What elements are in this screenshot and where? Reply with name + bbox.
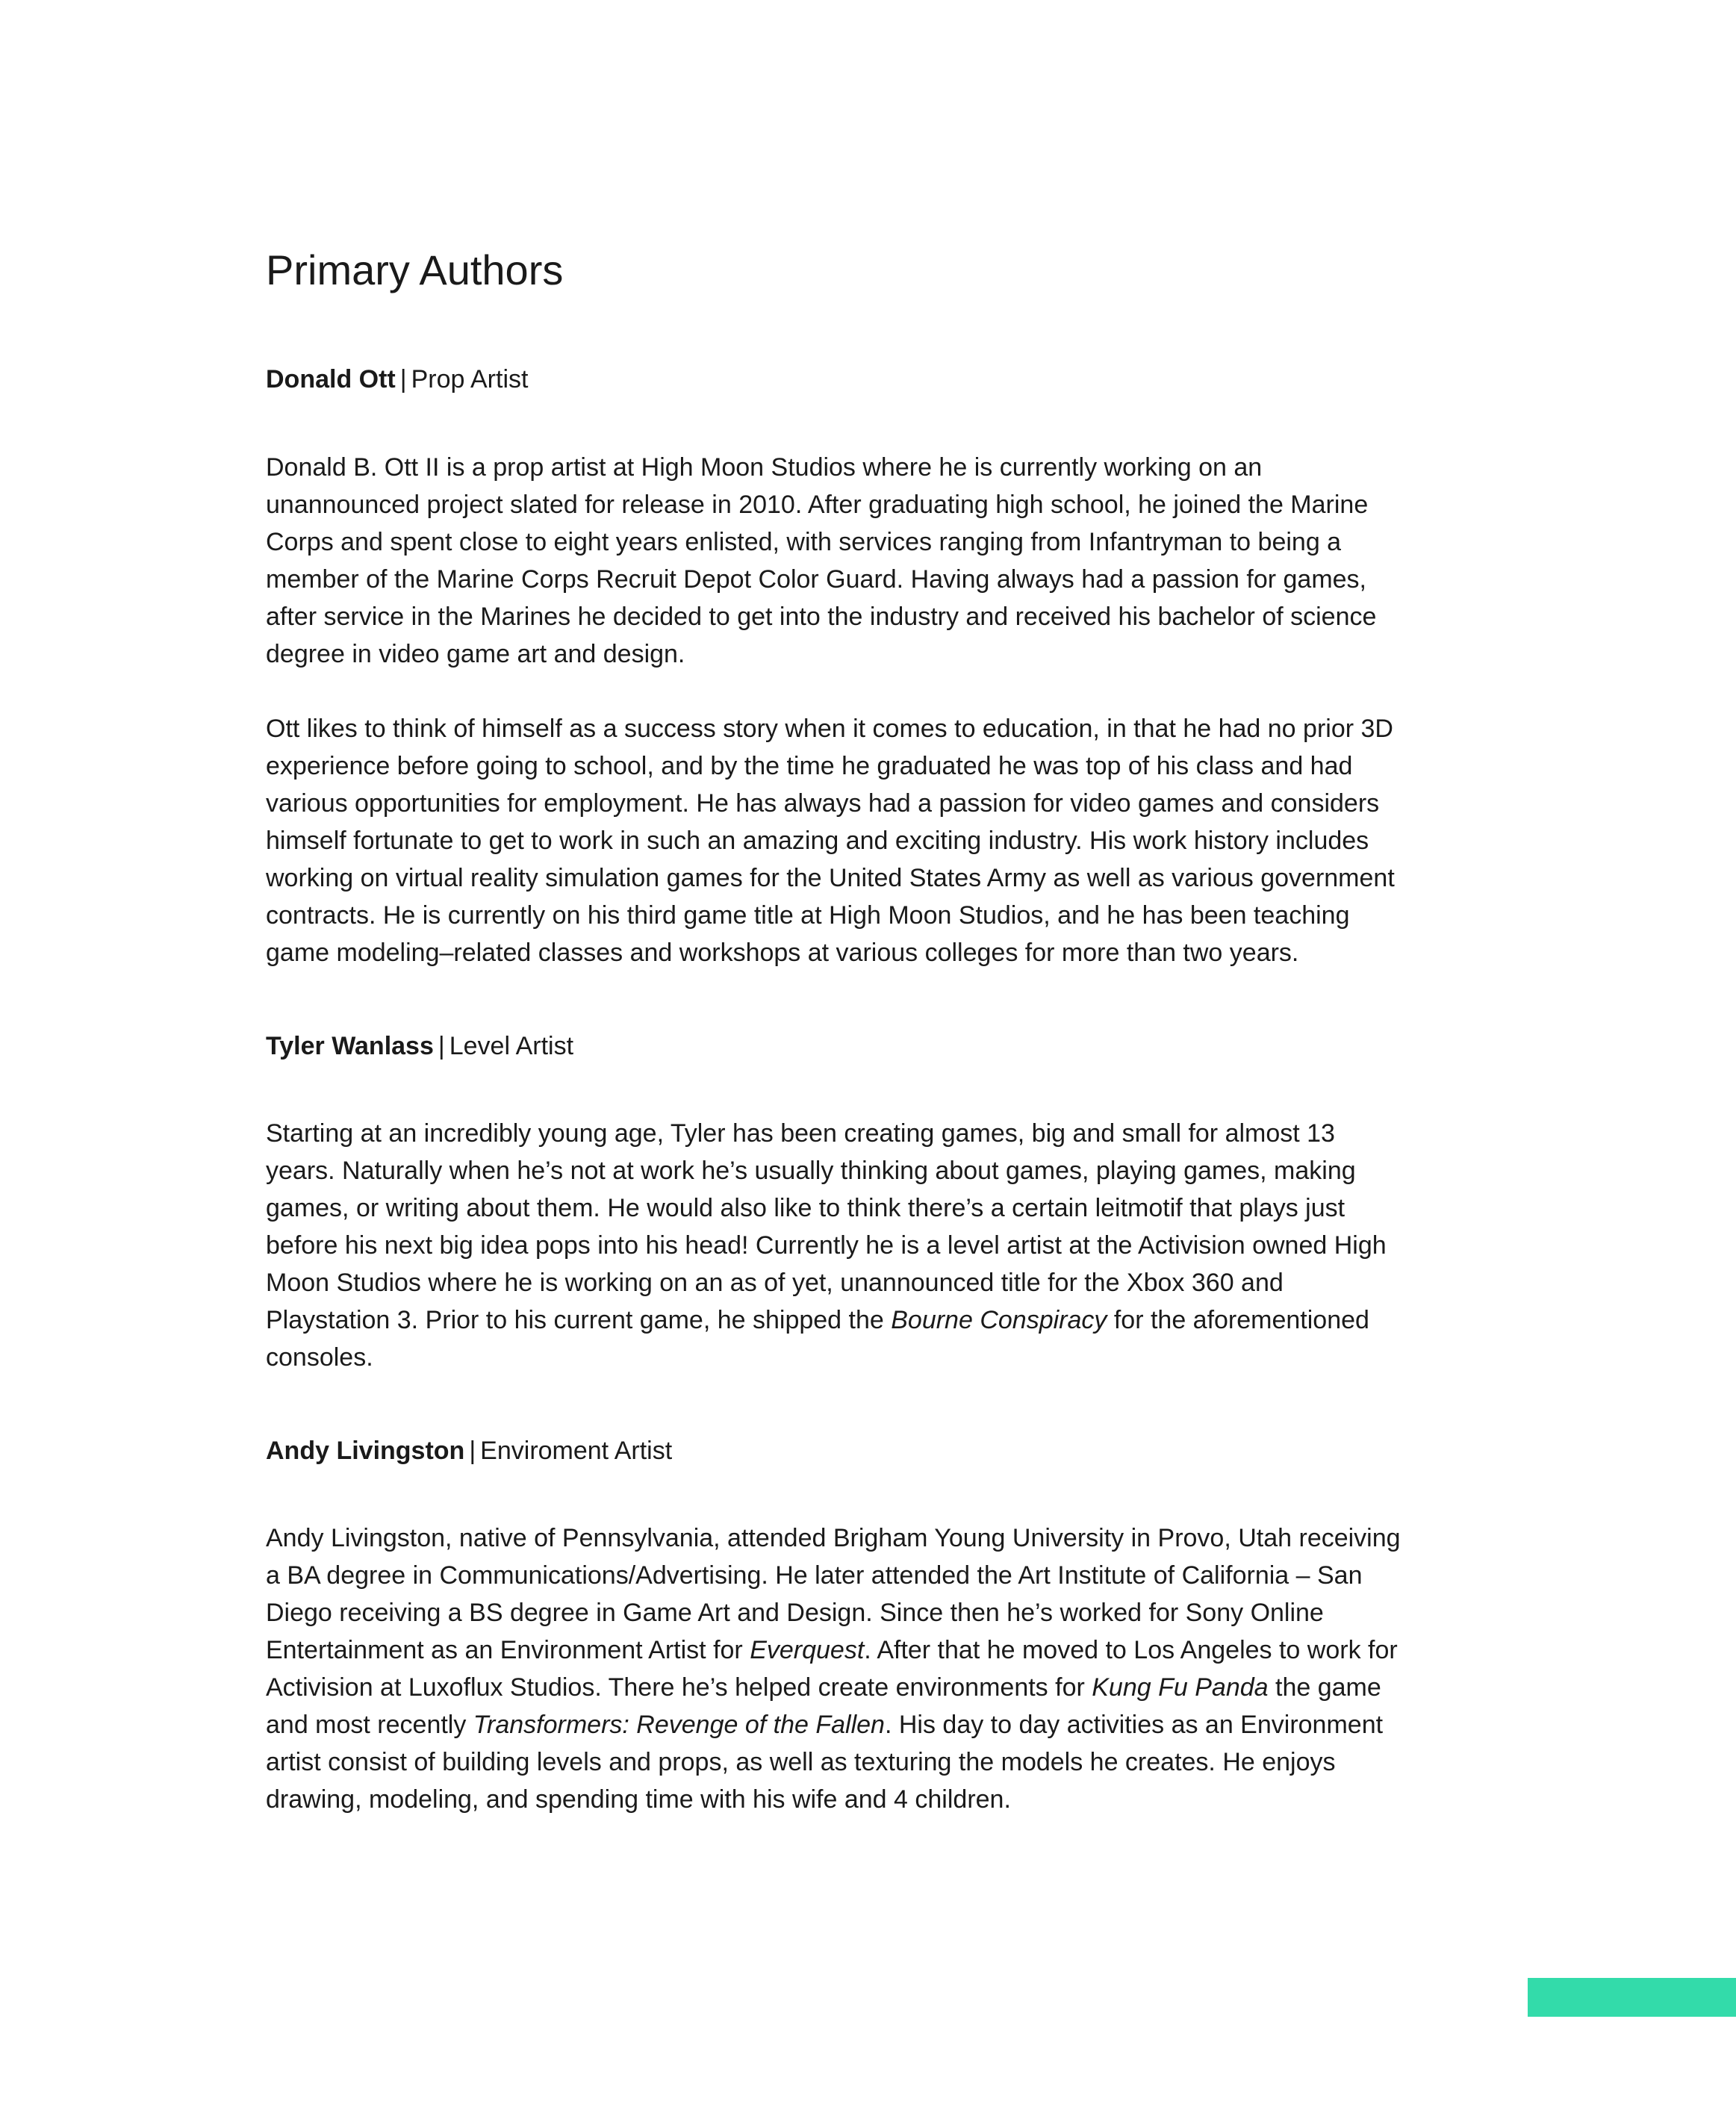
game-title: Kung Fu Panda [1092,1673,1269,1702]
bio-text: the game and most recently [266,1673,1381,1739]
author-role: Enviroment Artist [480,1436,673,1465]
author-heading-tyler-wanlass [266,1030,1401,1063]
game-title: Transformers: Revenge of the Fallen [473,1710,885,1739]
author-bio-donald-ott [266,449,1401,971]
bio-paragraph: Donald B. Ott II is a prop artist at High Moon Studios where he is currently working on an unannounced project slated for release in 2010. After graduating high school, he joined the Marine Corps and spent close to eight years enlisted, with services ranging from Infantryman to being a member of the Marine Corps Recruit Depot Color Guard. Having always had a passion for games, after service in the Marines he decided to get into the industry and received his bachelor of science degree in video game art and design. [266,452,1377,668]
bio-text: for the aforementioned consoles. [266,1305,1369,1372]
author-role: Prop Artist [411,365,529,394]
author-separator: | [469,1436,476,1465]
author-role: Level Artist [449,1031,574,1060]
bio-text: . After that he moved to Los Angeles to work for Activision at Luxoflux Studios. There he’s helped create environments for [266,1635,1398,1702]
author-bio-andy-livingston [266,1519,1401,1818]
game-title: Everquest [750,1635,865,1664]
bio-text: . His day to day activities as an Environment artist consist of building levels and props, as well as texturing the models he creates. He enjoys drawing, modeling, and spending time with his wife and 4 children. [266,1710,1384,1814]
page-content [266,246,1401,1818]
author-heading-donald-ott [266,363,1401,396]
author-bio-tyler-wanlass [266,1115,1401,1376]
bio-paragraph [266,1519,1401,1818]
author-name: Tyler Wanlass [266,1031,434,1060]
author-name: Andy Livingston [266,1436,465,1465]
page-title: Primary Authors [266,246,564,293]
author-separator: | [399,365,407,394]
game-title: Bourne Conspiracy [891,1305,1107,1334]
author-heading-andy-livingston [266,1434,1401,1467]
accent-bar [1528,1978,1736,2017]
bio-text: Andy Livingston, native of Pennsylvania, attended Brigham Young University in Provo, Utah receiving a BA degree in Communications/Advertising. He later attended the Art Institute of California – San Diego receiving a BS degree in Game Art and Design. Since then he’s worked for Sony Online Entertainment as an Environment Artist for [266,1523,1401,1664]
author-separator: | [438,1031,445,1060]
bio-paragraph: Ott likes to think of himself as a success story when it comes to education, in that he had no prior 3D experience before going to school, and by the time he graduated he was top of his class and had various opportunities for employment. He has always had a passion for video games and considers himself fortunate to get to work in such an amazing and exciting industry. His work history includes working on virtual reality simulation games for the United States Army as well as various government contracts. He is currently on his third game title at High Moon Studios, and he has been teaching game modeling–related classes and workshops at various colleges for more than two years. [266,714,1395,967]
bio-paragraph [266,1115,1401,1376]
author-name: Donald Ott [266,365,396,394]
bio-text: Starting at an incredibly young age, Tyler has been creating games, big and small for almost 13 years. Naturally when he’s not at work he’s usually thinking about games, playing games, making games, or writing about them. He would also like to think there’s a certain leitmotif that plays just before his next big idea pops into his head! Currently he is a level artist at the Activision owned High Moon Studios where he is working on an as of yet, unannounced title for the Xbox 360 and Playstation 3. Prior to his current game, he shipped the [266,1119,1387,1334]
